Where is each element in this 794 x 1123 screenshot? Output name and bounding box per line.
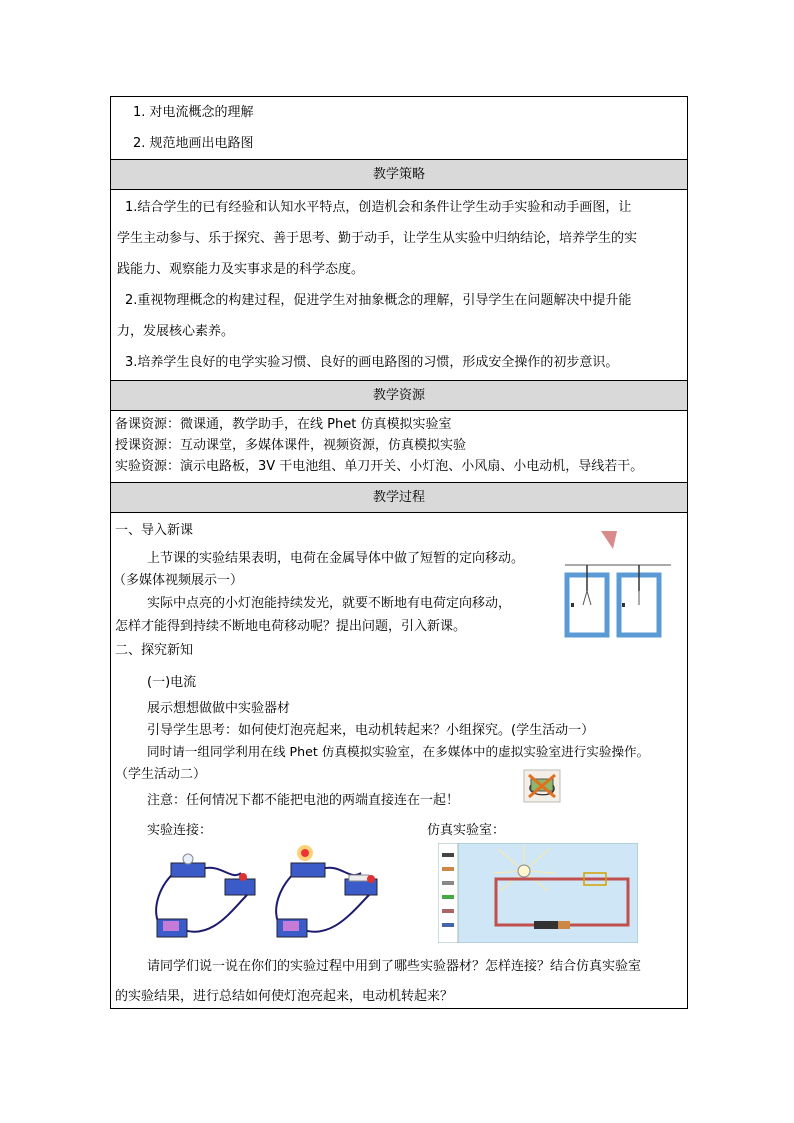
label-real-experiment: 实验连接： — [147, 823, 213, 838]
objective-item: 1. 对电流概念的理解 — [133, 105, 254, 120]
circuit-photo-motor-off — [151, 851, 259, 943]
section-header-strategy: 教学策略 — [111, 160, 687, 190]
resources-section — [111, 411, 687, 483]
resource-line: 实验资源：演示电路板，3V 干电池组、单刀开关、小灯泡、小风扇、小电动机，导线若干。 — [115, 459, 644, 474]
short-circuit-warning-icon — [523, 769, 561, 803]
resource-line: 授课资源：互动课堂，多媒体课件，视频资源，仿真模拟实验 — [115, 438, 467, 453]
intro-paragraph-1b: （多媒体视频展示一） — [113, 573, 244, 588]
label-sim-lab: 仿真实验室： — [427, 823, 506, 838]
explore-line-3: 同时请一组同学利用在线 Phet 仿真模拟实验室，在多媒体中的虚拟实验室进行实验操作。 — [147, 744, 650, 759]
strategy-para2-line2: 力，发展核心素养。 — [117, 324, 235, 339]
strategy-section — [111, 190, 687, 381]
intro-paragraph-1: 上节课的实验结果表明，电荷在金属导体中做了短暂的定向移动。 — [147, 551, 525, 566]
apparatus-image — [563, 529, 673, 639]
strategy-para1-line1: 1.结合学生的已有经验和认知水平特点，创造机会和条件让学生动手实验和动手画图，让 — [125, 200, 632, 215]
intro-paragraph-2b: 怎样才能得到持续不断地电荷移动呢？提出问题，引入新课。 — [115, 619, 467, 634]
section-title-explore: 二、探究新知 — [115, 643, 194, 658]
section-header-resources: 教学资源 — [111, 381, 687, 411]
lesson-table — [110, 96, 688, 1009]
phet-simulation-screenshot — [438, 843, 638, 943]
objective-item: 2. 规范地画出电路图 — [133, 136, 254, 151]
section-title-intro: 一、导入新课 — [115, 523, 194, 538]
strategy-para1-line3: 践能力、观察能力及实事求是的科学态度。 — [117, 262, 365, 277]
strategy-para1-line2: 学生主动参与、乐于探究、善于思考、勤于动手，让学生从实验中归纳结论，培养学生的实 — [117, 231, 638, 246]
strategy-para3: 3.培养学生良好的电学实验习惯、良好的画电路图的习惯，形成安全操作的初步意识。 — [125, 355, 619, 370]
strategy-para2-line1: 2.重视物理概念的构建过程，促进学生对抽象概念的理解，引导学生在问题解决中提升能 — [125, 293, 632, 308]
intro-paragraph-2: 实际中点亮的小灯泡能持续发光，就要不断地有电荷定向移动， — [147, 596, 512, 611]
explore-line-3b: （学生活动二） — [115, 767, 207, 782]
resource-line: 备课资源：微课通，教学助手，在线 Phet 仿真模拟实验室 — [115, 417, 452, 432]
section-header-process: 教学过程 — [111, 483, 687, 513]
closing-paragraph-line1: 请同学们说一说在你们的实验过程中用到了哪些实验器材？怎样连接？结合仿真实验室 — [147, 959, 642, 974]
circuit-photo-bulb-on — [269, 843, 383, 943]
subsection-title-current: (一)电流 — [147, 675, 197, 690]
objectives-section — [111, 97, 687, 160]
safety-note: 注意：任何情况下都不能把电池的两端直接连在一起！ — [147, 793, 460, 808]
closing-paragraph-line2: 的实验结果，进行总结如何使灯泡亮起来，电动机转起来？ — [115, 989, 454, 1004]
explore-line-2: 引导学生思考：如何使灯泡亮起来，电动机转起来？小组探究。(学生活动一） — [147, 723, 595, 738]
explore-line-1: 展示想想做做中实验器材 — [147, 701, 291, 716]
process-section — [111, 513, 687, 1008]
